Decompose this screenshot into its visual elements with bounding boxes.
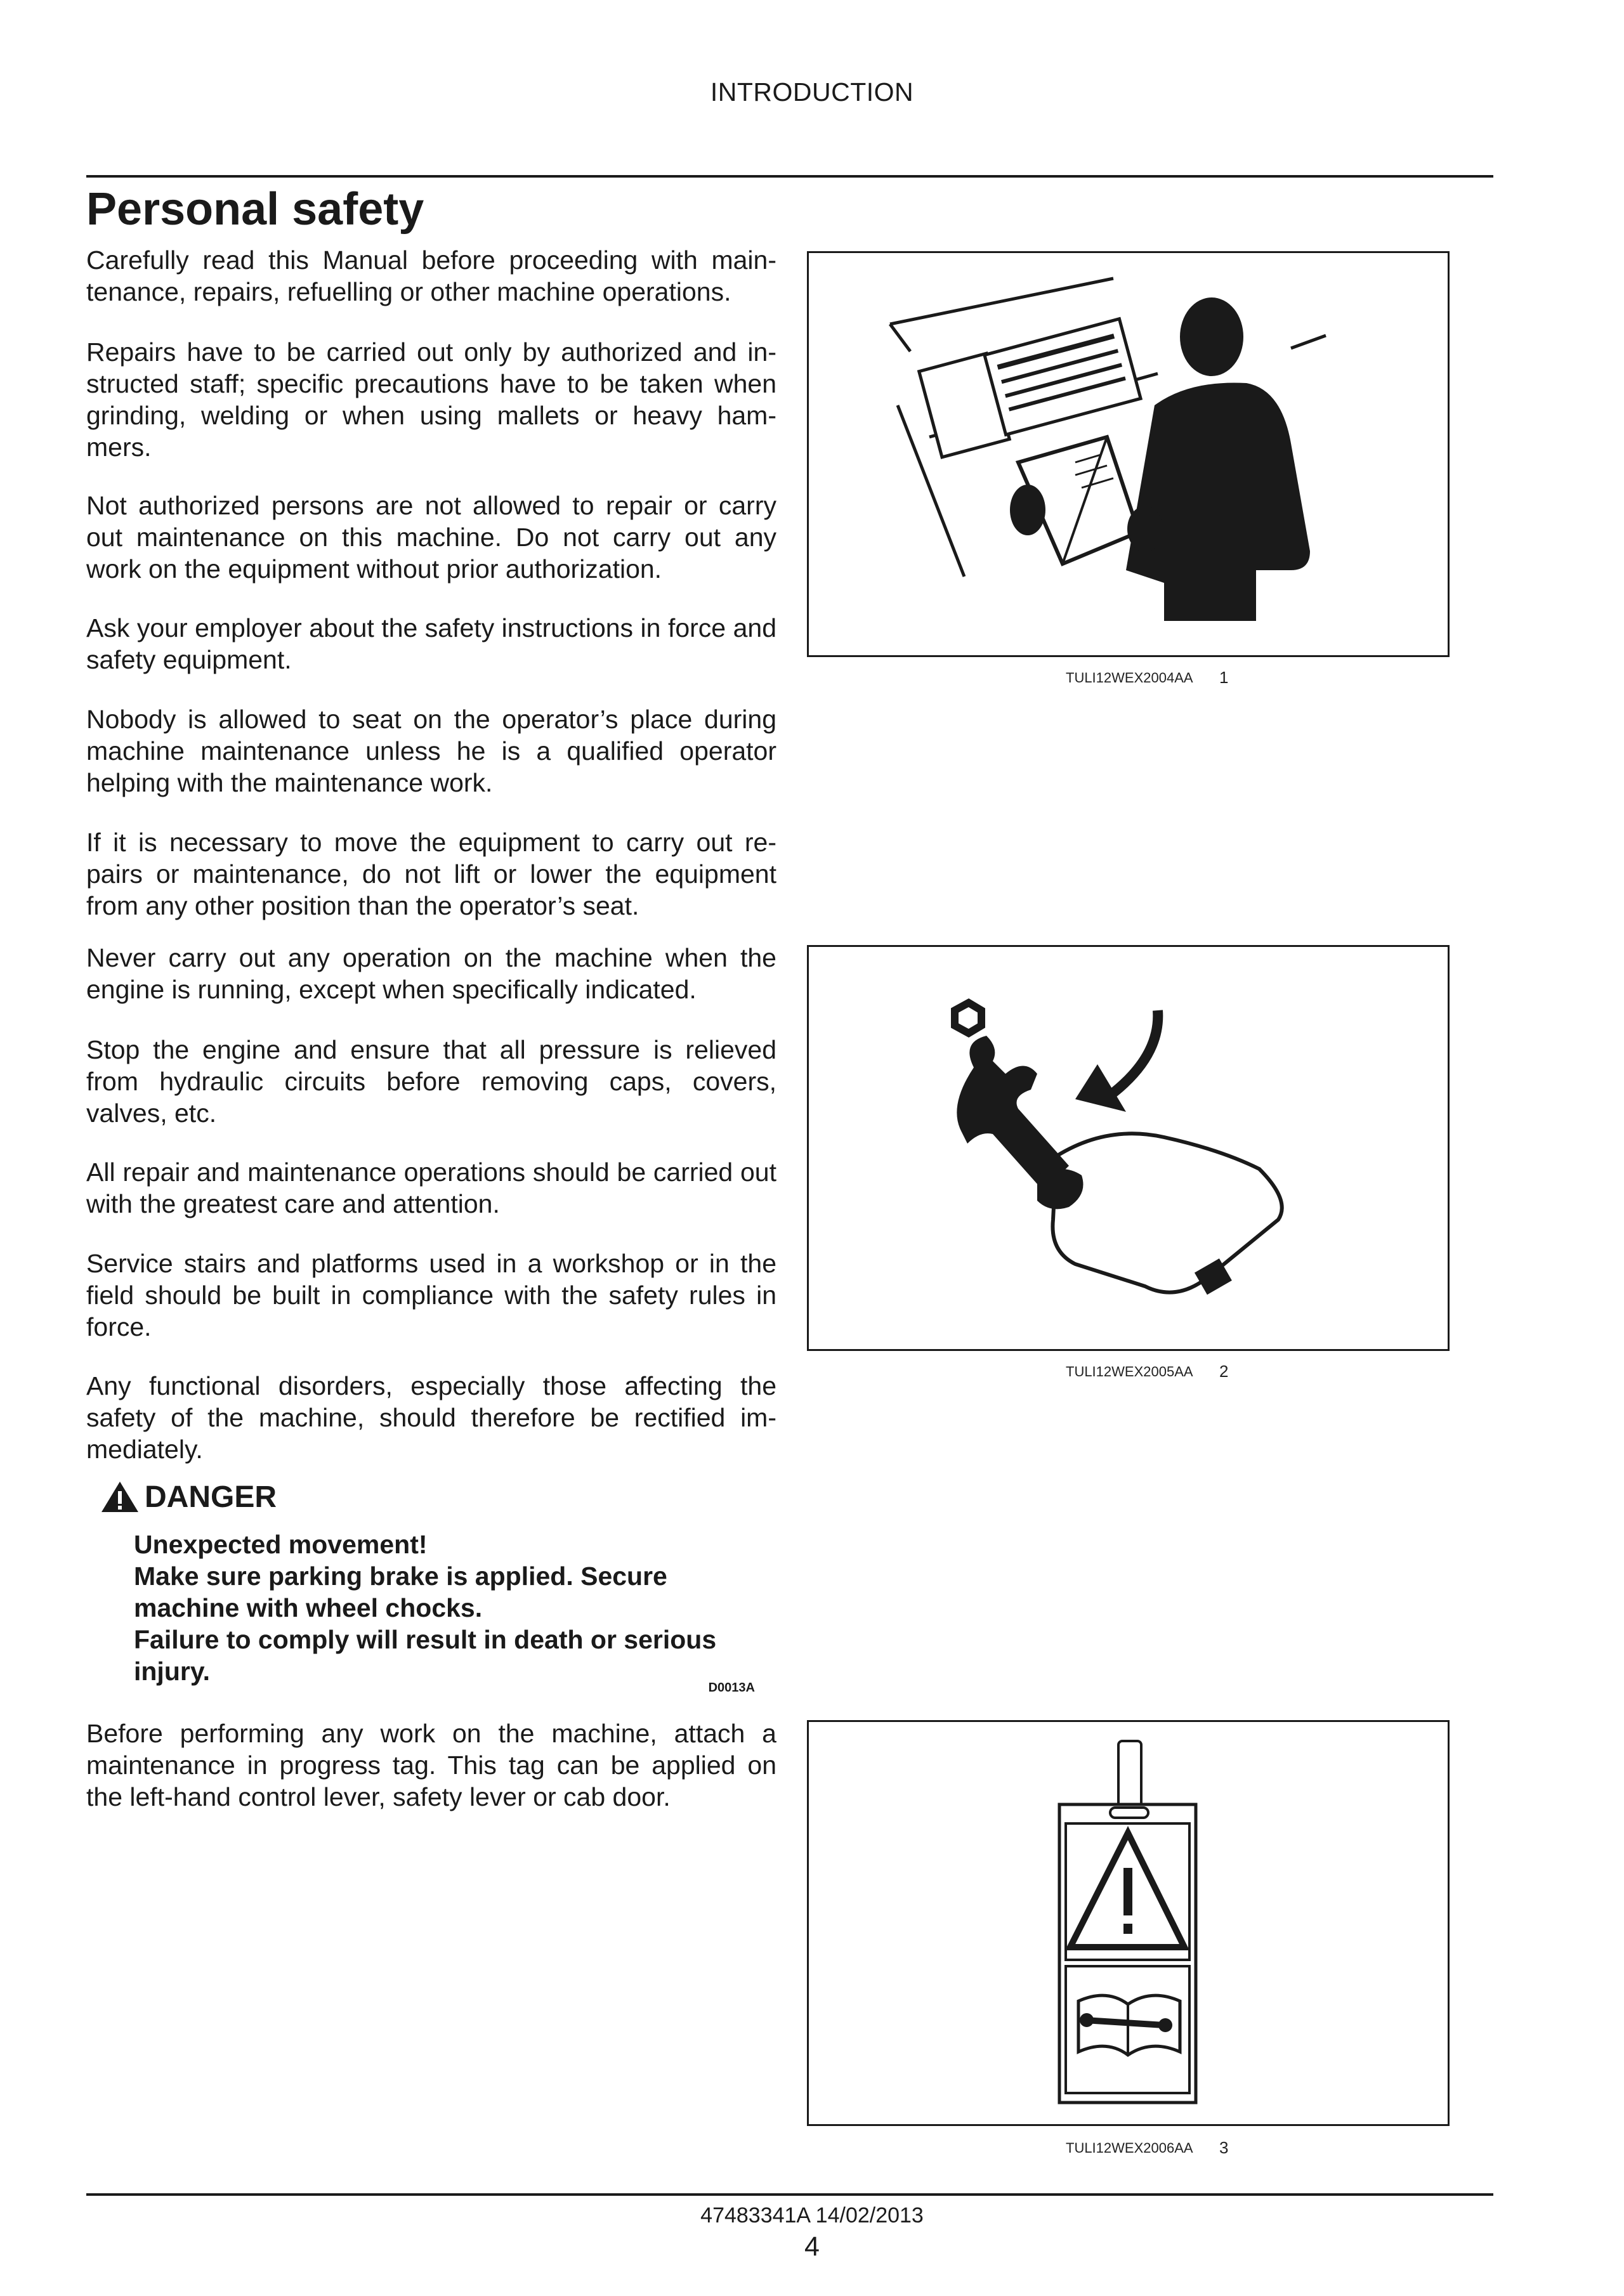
paragraph-2: Repairs have to be carried out only by authorized and in-structed staff; specific precautions have to be taken when grinding, welding or when using mallets or heavy ham-mers. [86,337,776,462]
paragraph-7: Never carry out any operation on the machine when the engine is running, except when specifically indicated. [86,943,776,1004]
danger-line-1: Unexpected movement! [134,1530,428,1559]
figure-2-code: TULI12WEX2005AA [1066,1364,1193,1380]
danger-label: DANGER [145,1480,277,1514]
danger-line-3: Failure to comply will result in death or serious injury. [134,1625,717,1686]
paragraph-3: Not authorized persons are not allowed to repair or carry out maintenance on this machine. Do not carry out any work on the equipment without prior authorization. [86,491,776,584]
footer-rule [86,2193,1493,2196]
paragraph-4: Ask your employer about the safety instructions in force and safety equipment. [86,613,776,674]
figure-1-code: TULI12WEX2004AA [1066,670,1193,686]
danger-code: D0013A [708,1681,755,1695]
page-number: 4 [804,2231,820,2262]
danger-heading [100,1477,277,1517]
paragraph-10: Service stairs and platforms used in a workshop or in the field should be built in compliance with the safety rules in force. [86,1249,776,1341]
figure-3-code: TULI12WEX2006AA [1066,2140,1193,2156]
figure-3 [807,1720,1450,2126]
page-title: Personal safety [86,184,424,235]
warning-triangle-icon [100,1480,140,1513]
hand-wrench-nut-illustration [809,947,1448,1349]
paragraph-12: Before performing any work on the machine, attach a maintenance in progress tag. This tag can be applied on the left-hand control lever, safety lever or cab door. [86,1719,776,1811]
figure-1-number: 1 [1219,668,1229,687]
footer-document-id: 47483341A 14/02/2013 [700,2203,924,2228]
figure-3-number: 3 [1219,2138,1229,2157]
paragraph-9: All repair and maintenance operations should be carried out with the greatest care and attention. [86,1158,776,1218]
danger-line-2: Make sure parking brake is applied. Secure machine with wheel chocks. [134,1562,667,1622]
person-reading-manual-illustration [809,253,1448,655]
figure-2 [807,945,1450,1351]
figure-2-number: 2 [1219,1362,1229,1381]
danger-message [134,1529,730,1687]
maintenance-tag-illustration [809,1722,1448,2124]
paragraph-5: Nobody is allowed to seat on the operator’s place during machine maintenance unless he is a qualified operator helping with the maintenance work. [86,705,776,797]
paragraph-11: Any functional disorders, especially those affecting the safety of the machine, should therefore be rectified im-mediately. [86,1371,776,1464]
header-rule [86,175,1493,178]
paragraph-6: If it is necessary to move the equipment to carry out re-pairs or maintenance, do not lift or lower the equipment from any other position than the operator’s seat. [86,828,776,920]
paragraph-1: Carefully read this Manual before proceeding with main-tenance, repairs, refuelling or other machine operations. [86,245,776,306]
paragraph-8: Stop the engine and ensure that all pressure is relieved from hydraulic circuits before removing caps, covers, valves, etc. [86,1035,776,1128]
section-header: INTRODUCTION [710,77,914,107]
figure-1 [807,251,1450,657]
